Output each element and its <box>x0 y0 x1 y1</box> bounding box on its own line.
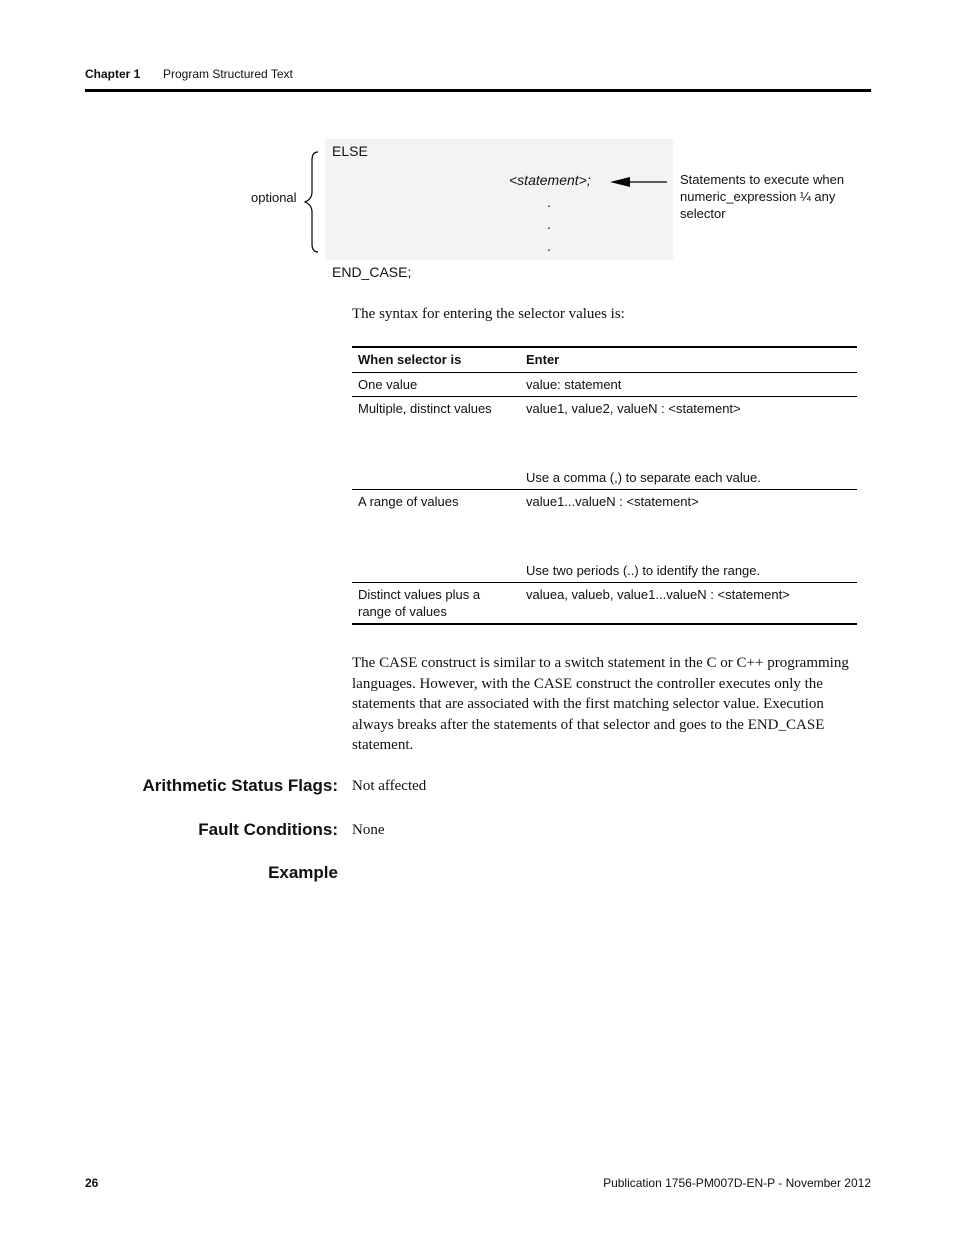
end-case-keyword: END_CASE; <box>332 264 412 280</box>
case-description: The CASE construct is similar to a switch statement in the C or C++ programming languages. However, with the CASE construct the controller executes only the statements that are associated with the first matching selector value. Execution always breaks after the statements of that selector and goes to the END_CASE statement. <box>352 655 849 753</box>
arithmetic-flags-value: Not affected <box>352 778 427 794</box>
table-row <box>352 397 857 490</box>
arithmetic-flags-heading: Arithmetic Status Flags: <box>142 776 338 795</box>
header-rule <box>85 89 871 92</box>
continuation-dot: . <box>547 238 551 254</box>
publication-info: Publication 1756-PM007D-EN-P - November 2012 <box>603 1176 871 1190</box>
selector-cell: One value <box>352 373 520 397</box>
brace-icon <box>300 150 322 254</box>
optional-label: optional <box>251 190 297 205</box>
chapter-title: Program Structured Text <box>163 67 293 81</box>
syntax-box <box>325 139 673 260</box>
page-number: 26 <box>85 1176 99 1190</box>
table-row <box>352 490 857 583</box>
selector-syntax-table <box>352 346 857 625</box>
selector-cell: Distinct values plus a range of values <box>352 583 520 625</box>
enter-cell <box>520 397 857 490</box>
example-heading: Example <box>268 863 338 882</box>
selector-cell: A range of values <box>352 490 520 583</box>
statements-callout: Statements to execute when numeric_expression ¼ any selector <box>680 172 845 221</box>
table-header-row <box>352 347 857 373</box>
column-header: Enter <box>520 347 857 373</box>
enter-syntax: value1, value2, valueN : <statement> <box>526 401 741 416</box>
enter-note: Use two periods (..) to identify the range. <box>526 563 761 578</box>
selector-cell: Multiple, distinct values <box>352 397 520 490</box>
enter-syntax: value1...valueN : <statement> <box>526 494 699 509</box>
statement-placeholder: <statement>; <box>509 172 591 188</box>
enter-syntax: value: statement <box>526 377 622 392</box>
enter-note: Use a comma (,) to separate each value. <box>526 470 761 485</box>
table-intro: The syntax for entering the selector values is: <box>352 306 625 322</box>
enter-cell <box>520 583 857 625</box>
fault-conditions-value: None <box>352 822 385 838</box>
fault-conditions-heading: Fault Conditions: <box>198 820 338 839</box>
enter-cell <box>520 490 857 583</box>
table-row <box>352 583 857 625</box>
enter-syntax: valuea, valueb, value1...valueN : <statement> <box>526 587 790 602</box>
column-header: When selector is <box>352 347 520 373</box>
table-row <box>352 373 857 397</box>
chapter-label: Chapter 1 <box>85 67 141 81</box>
enter-cell <box>520 373 857 397</box>
else-keyword: ELSE <box>332 143 368 159</box>
continuation-dot: . <box>547 216 551 232</box>
arrow-left-icon <box>608 174 668 190</box>
continuation-dot: . <box>547 194 551 210</box>
